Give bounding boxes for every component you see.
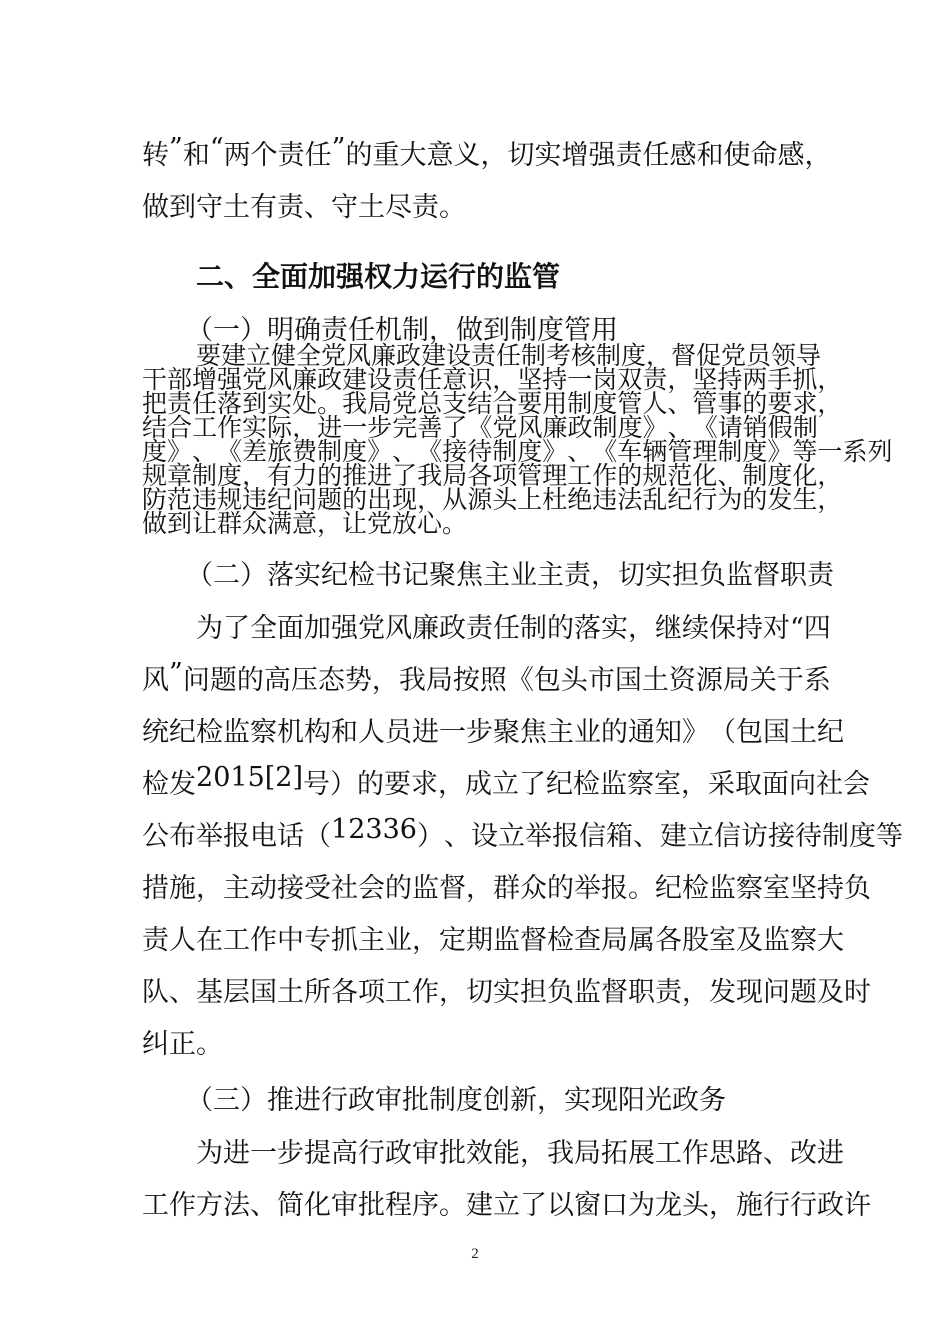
page-number: 2 bbox=[471, 1246, 479, 1262]
body-line: 责 人 在 工 作 中 专 抓 主 业 ， 定 期 监 督 检 查 局 属 各 股 室 及 监 察 大 bbox=[142, 925, 844, 956]
body-line: 风 ” 问 题 的 高 压 态 势 ， 我 局 按 照 《 包 头 市 国 土 资 源 局 关 于 系 bbox=[142, 658, 831, 696]
body-line: 把 责 任 落 到 实 处 。 我 局 党 总 支 结 合 要 用 制 度 管 人 、 管 事 的 要 求 ， bbox=[142, 389, 843, 418]
body-line: 度 》 、 《 差 旅 费 制 度 》 、 《 接 待 制 度 》 、 《 车 辆 管 理 制 度 》 等 一 系 列 bbox=[142, 437, 893, 466]
body-line: 防 范 违 规 违 纪 问 题 的 出 现 ， 从 源 头 上 杜 绝 违 法 乱 纪 行 为 的 发 生 ， bbox=[142, 485, 843, 514]
body-line: 公 布 举 报 电 话 （ 1 2 3 3 6 ） 、 设 立 举 报 信 箱 、 建 立 信 访 接 待 制 度 等 bbox=[142, 814, 903, 852]
subsection-heading: （二）落实纪检书记聚焦主业主责，切实担负监督职责 bbox=[186, 560, 834, 591]
body-line: 队 、 基 层 国 土 所 各 项 工 作 ， 切 实 担 负 监 督 职 责 ， 发 现 问 题 及 时 bbox=[142, 977, 871, 1008]
body-line: 为了全面加强党风廉政责任制的落实，继续保持对“四 bbox=[196, 613, 831, 644]
body-line: 统 纪 检 监 察 机 构 和 人 员 进 一 步 聚 焦 主 业 的 通 知 》 （ 包 国 土 纪 bbox=[142, 717, 844, 748]
body-line: 转 ” 和 “ 两 个 责 任 ” 的 重 大 意 义 ， 切 实 增 强 责 任 感 和 使 命 感 ， bbox=[142, 133, 832, 171]
body-line: 检 发 2 0 1 5 [ 2 ] 号 ） 的 要 求 ， 成 立 了 纪 检 监 察 室 ， 采 取 面 向 社 会 bbox=[142, 762, 871, 800]
section-heading: 二、全面加强权力运行的监管 bbox=[196, 260, 561, 293]
body-line: 工 作 方 法 、 简 化 审 批 程 序 。 建 立 了 以 窗 口 为 龙 头 ， 施 行 行 政 许 bbox=[142, 1190, 871, 1221]
subsection-heading: （一）明确责任机制，做到制度管用 bbox=[186, 315, 618, 346]
body-line: 纠正。 bbox=[142, 1029, 223, 1060]
body-line: 做到让群众满意，让党放心。 bbox=[142, 509, 468, 538]
body-line: 为进一步提高行政审批效能，我局拓展工作思路、改进 bbox=[196, 1138, 844, 1169]
body-line: 措 施 ， 主 动 接 受 社 会 的 监 督 ， 群 众 的 举 报 。 纪 检 监 察 室 坚 持 负 bbox=[142, 873, 871, 904]
subsection-heading: （三）推进行政审批制度创新，实现阳光政务 bbox=[186, 1085, 726, 1116]
body-line: 结 合 工 作 实 际 ， 进 一 步 完 善 了 《 党 风 廉 政 制 度 》 、 《 请 销 假 制 bbox=[142, 413, 818, 442]
body-line: 干 部 增 强 党 风 廉 政 建 设 责 任 意 识 ， 坚 持 一 岗 双 责 ， 坚 持 两 手 抓 ， bbox=[142, 365, 843, 394]
body-line: 做到守土有责、守土尽责。 bbox=[142, 192, 466, 223]
body-line: 要建立健全党风廉政建设责任制考核制度，督促党员领导 bbox=[196, 341, 822, 370]
body-line: 规 章 制 度 ， 有 力 的 推 进 了 我 局 各 项 管 理 工 作 的 规 范 化 、 制 度 化 ， bbox=[142, 461, 843, 490]
